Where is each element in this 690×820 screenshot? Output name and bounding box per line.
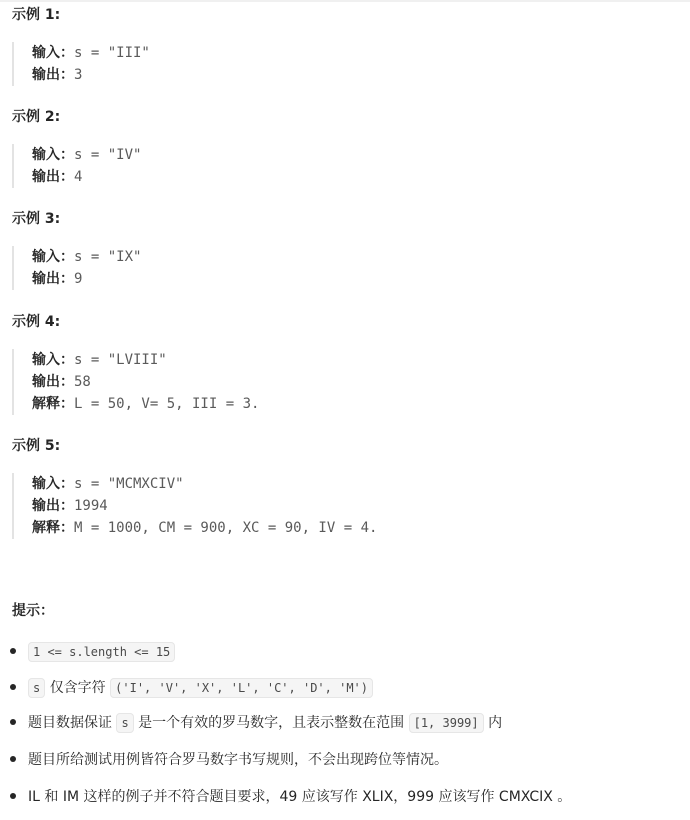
top-divider — [0, 0, 690, 2]
output-value: 9 — [74, 271, 83, 287]
input-label: 输入： — [32, 249, 74, 265]
example-3-block — [12, 246, 672, 290]
hint-item-5 — [10, 785, 571, 809]
example-5-block — [12, 473, 672, 539]
example-2-title: 示例 2: — [12, 109, 61, 125]
explanation-label: 解释： — [32, 520, 74, 536]
hints-title: 提示： — [12, 603, 54, 619]
hint-3-text-3: 内 — [488, 715, 503, 731]
example-4-title: 示例 4: — [12, 314, 61, 330]
output-label: 输出： — [32, 169, 74, 185]
output-label: 输出： — [32, 374, 74, 390]
explanation-label: 解释： — [32, 396, 74, 412]
example-1-title: 示例 1: — [12, 7, 61, 23]
output-value: 3 — [74, 67, 83, 83]
input-value: s = "III" — [74, 45, 150, 61]
example-4-block — [12, 349, 672, 415]
explanation-value: M = 1000, CM = 900, XC = 90, IV = 4. — [74, 520, 378, 536]
hint-2-text: 仅含字符 — [49, 680, 106, 696]
input-value: s = "MCMXCIV" — [74, 476, 184, 492]
output-label: 输出： — [32, 271, 74, 287]
bullet-icon — [10, 719, 16, 725]
hint-item-1 — [10, 640, 175, 664]
bullet-icon — [10, 756, 16, 762]
example-2-block — [12, 144, 672, 188]
hint-item-4 — [10, 748, 448, 772]
input-value: s = "LVIII" — [74, 352, 167, 368]
bullet-icon — [10, 793, 16, 799]
hint-1-code: 1 <= s.length <= 15 — [28, 642, 175, 662]
input-label: 输入： — [32, 352, 74, 368]
input-label: 输入： — [32, 45, 74, 61]
hint-2-code-chars: ('I', 'V', 'X', 'L', 'C', 'D', 'M') — [110, 678, 373, 698]
hint-3-text-2: 是一个有效的罗马数字，且表示整数在范围 — [138, 715, 405, 731]
input-value: s = "IV" — [74, 147, 142, 163]
hint-2-code-s: s — [28, 678, 45, 698]
output-value: 1994 — [74, 498, 108, 514]
explanation-value: L = 50, V= 5, III = 3. — [74, 396, 260, 412]
hint-4-text: 题目所给测试用例皆符合罗马数字书写规则，不会出现跨位等情况。 — [28, 752, 448, 768]
input-label: 输入： — [32, 147, 74, 163]
input-value: s = "IX" — [74, 249, 142, 265]
output-label: 输出： — [32, 67, 74, 83]
bullet-icon — [10, 648, 16, 654]
hint-3-text-1: 题目数据保证 — [28, 715, 112, 731]
hint-item-3 — [10, 711, 502, 735]
bullet-icon — [10, 684, 16, 690]
hint-3-code-s: s — [116, 713, 133, 733]
hint-3-code-range: [1, 3999] — [409, 713, 484, 733]
output-value: 58 — [74, 374, 91, 390]
output-value: 4 — [74, 169, 83, 185]
example-3-title: 示例 3: — [12, 211, 61, 227]
hint-item-2 — [10, 676, 373, 700]
hint-5-text: IL 和 IM 这样的例子并不符合题目要求，49 应该写作 XLIX，999 应该写作 CMXCIX 。 — [28, 789, 572, 805]
example-5-title: 示例 5: — [12, 438, 61, 454]
input-label: 输入： — [32, 476, 74, 492]
example-1-block — [12, 42, 672, 86]
output-label: 输出： — [32, 498, 74, 514]
